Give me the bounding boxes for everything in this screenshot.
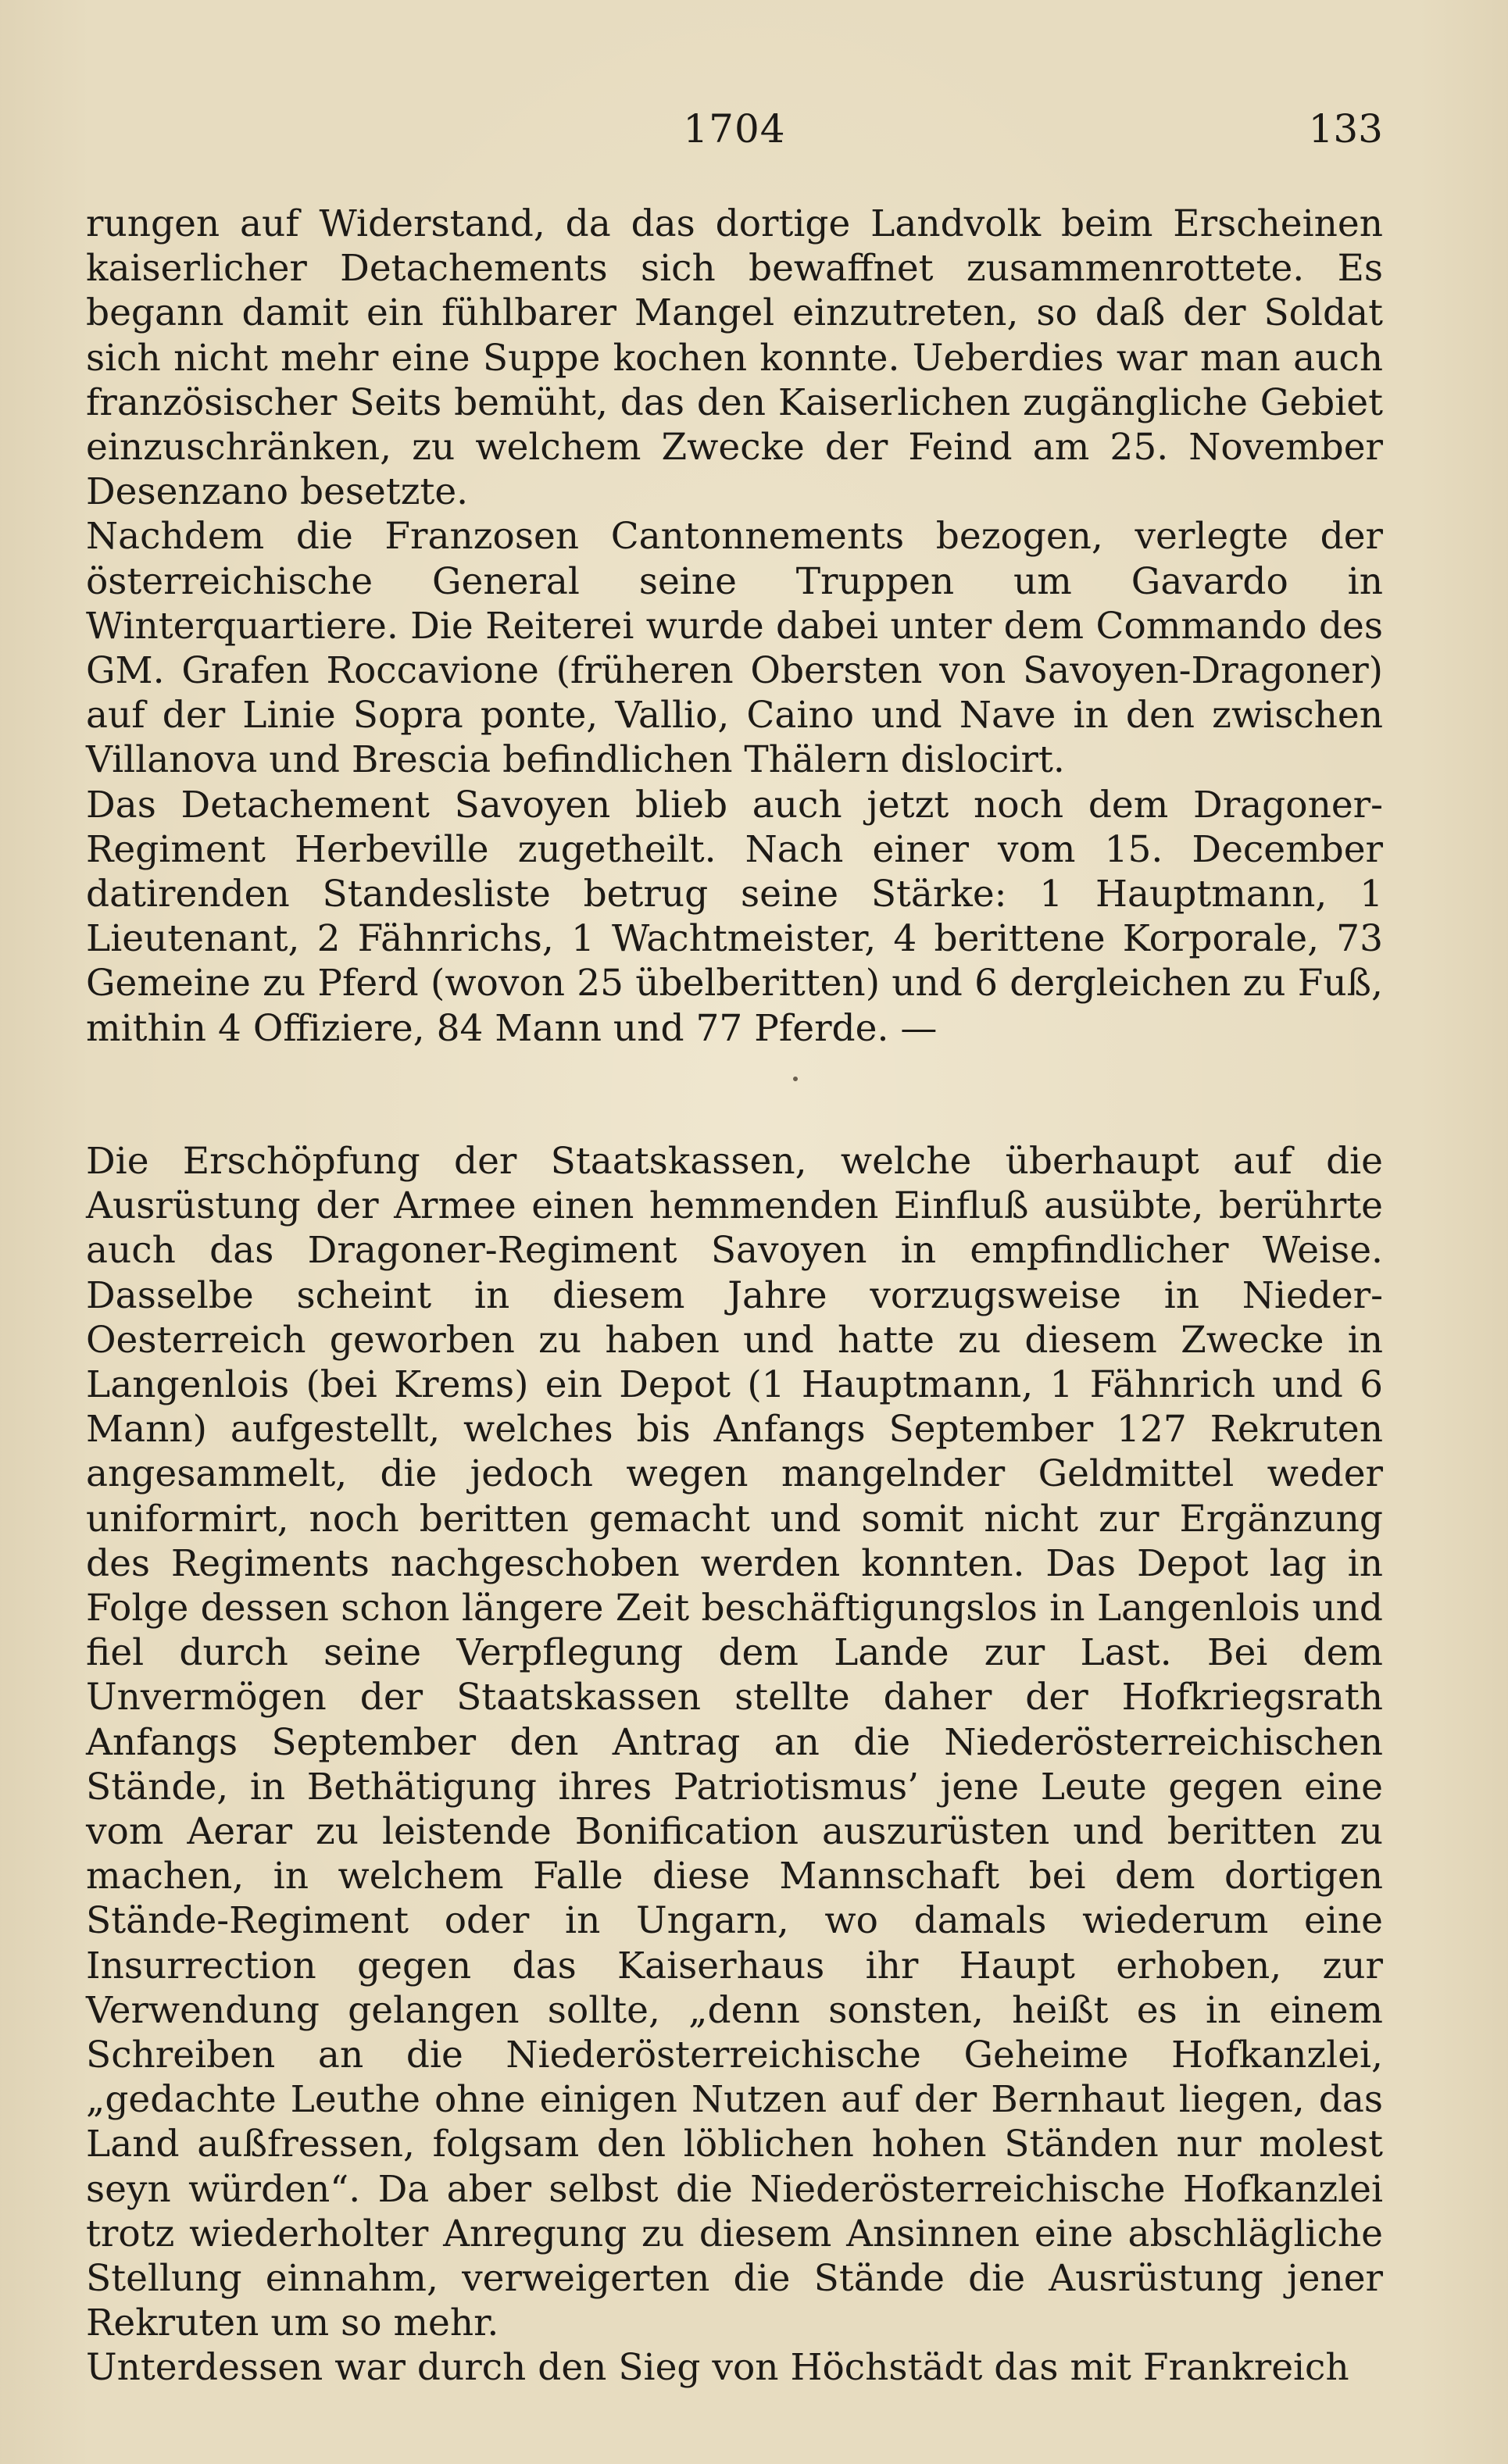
paragraph: rungen auf Widerstand, da das dortige Landvolk beim Erscheinen kaiserlicher Detachements sich bewaffnet zusammenrottete. Es begann damit ein fühlbarer Mangel einzutreten, so daß der Soldat sich nicht mehr eine Suppe kochen konnte. Ueberdies war man auch französischer Seits bemüht, das den Kaiserlichen zugängliche Gebiet einzuschränken, zu welchem Zwecke der Feind am 25. November Desenzano besetzte. <box>86 202 1383 514</box>
paragraph: Nachdem die Franzosen Cantonnements bezogen, verlegte der österreichische General seine Truppen um Gavardo in Winterquartiere. Die Reiterei wurde dabei unter dem Commando des GM. Grafen Roccavione (früheren Obersten von Savoyen-Dragoner) auf der Linie Sopra ponte, Vallio, Caino und Nave in den zwischen Villanova und Brescia befindlichen Thälern dislocirt. <box>86 515 1383 782</box>
running-head-year: 1704 <box>683 106 786 152</box>
text-section-1 <box>86 202 1383 1051</box>
section-divider-dot <box>793 1077 798 1081</box>
paragraph: Das Detachement Savoyen blieb auch jetzt noch dem Dragoner-Regiment Herbeville zugetheilt. Nach einer vom 15. December datirenden Standesliste betrug seine Stärke: 1 Hauptmann, 1 Lieutenant, 2 Fähnrichs, 1 Wachtmeister, 4 berittene Korporale, 73 Gemeine zu Pferd (wovon 25 übelberitten) und 6 dergleichen zu Fuß, mithin 4 Offiziere, 84 Mann und 77 Pferde. — <box>86 783 1383 1050</box>
page-number: 133 <box>1308 106 1383 152</box>
paragraph: Die Erschöpfung der Staatskassen, welche überhaupt auf die Ausrüstung der Armee einen hemmenden Einfluß ausübte, berührte auch das Dragoner-Regiment Savoyen in empfindlicher Weise. Dasselbe scheint in diesem Jahre vorzugsweise in Nieder-Oesterreich geworben zu haben und hatte zu diesem Zwecke in Langenlois (bei Krems) ein Depot (1 Hauptmann, 1 Fähnrich und 6 Mann) aufgestellt, welches bis Anfangs September 127 Rekruten angesammelt, die jedoch wegen mangelnder Geldmittel weder uniformirt, noch beritten gemacht und somit nicht zur Ergänzung des Regiments nachgeschoben werden konnten. Das Depot lag in Folge dessen schon längere Zeit beschäftigungslos in Langenlois und fiel durch seine Verpflegung dem Lande zur Last. Bei dem Unvermögen der Staatskassen stellte daher der Hofkriegsrath Anfangs September den Antrag an die Niederösterreichischen Stände, in Bethätigung ihres Patriotismus’ jene Leute gegen eine vom Aerar zu leistende Bonification auszurüsten und beritten zu machen, in welchem Falle diese Mannschaft bei dem dortigen Stände-Regiment oder in Ungarn, wo damals wiederum eine Insurrection gegen das Kaiserhaus ihr Haupt erhoben, zur Verwendung gelangen sollte, „denn sonsten, heißt es in einem Schreiben an die Niederösterreichische Geheime Hofkanzlei, „gedachte Leuthe ohne einigen Nutzen auf der Bernhaut liegen, das Land außfressen, folgsam den löblichen hohen Ständen nur molest seyn würden“. Da aber selbst die Niederösterreichische Hofkanzlei trotz wiederholter Anregung zu diesem Ansinnen eine abschlägliche Stellung einnahm, verweigerten die Stände die Ausrüstung jener Rekruten um so mehr. <box>86 1140 1383 2345</box>
page-header <box>86 98 1383 160</box>
paragraph: Unterdessen war durch den Sieg von Höchstädt das mit Frankreich <box>86 2346 1349 2390</box>
text-section-2 <box>86 1139 1383 2391</box>
